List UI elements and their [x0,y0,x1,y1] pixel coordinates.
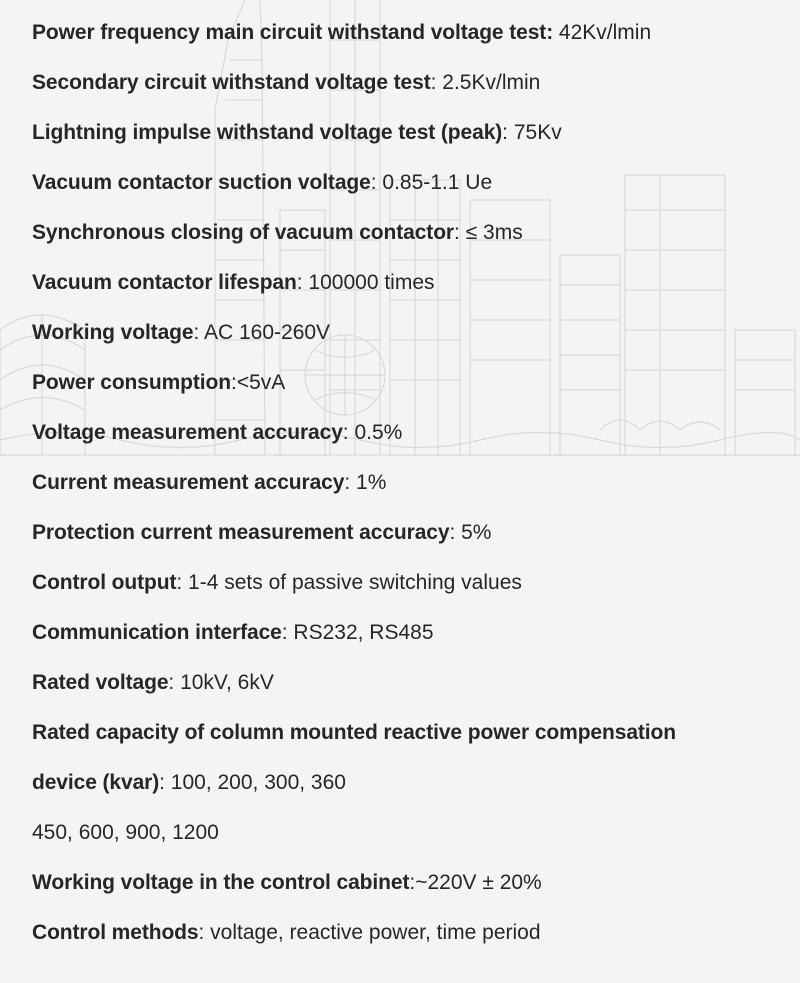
spec-value: : 2.5Kv/lmin [430,71,541,94]
spec-value: 450, 600, 900, 1200 [32,821,219,844]
spec-value: 42Kv/lmin [553,21,652,44]
spec-value: : 5% [449,521,492,544]
spec-label: Vacuum contactor lifespan [32,271,297,294]
spec-value: : voltage, reactive power, time period [198,921,541,944]
spec-value: :~220V ± 20% [409,871,542,894]
spec-label: Rated capacity of column mounted reactive power compensation [32,721,676,744]
spec-line [32,470,386,496]
spec-label: Voltage measurement accuracy [32,421,343,444]
spec-label: Secondary circuit withstand voltage test [32,71,431,94]
spec-label: Power frequency main circuit withstand voltage test: [32,21,554,44]
spec-line [32,720,676,746]
spec-value: : 100000 times [296,271,435,294]
spec-label: Working voltage [32,321,194,344]
spec-line [32,70,540,96]
spec-label: Control methods [32,921,199,944]
spec-line [32,870,542,896]
spec-value: : 0.5% [342,421,403,444]
spec-value: : ≤ 3ms [454,221,523,244]
spec-line [32,120,562,146]
spec-label: Lightning impulse withstand voltage test (peak) [32,121,503,144]
spec-line [32,320,330,346]
spec-label: Rated voltage [32,671,169,694]
spec-label: Synchronous closing of vacuum contactor [32,221,454,244]
spec-label: Current measurement accuracy [32,471,345,494]
spec-value: :<5vA [230,371,286,394]
spec-value: : 100, 200, 300, 360 [159,771,346,794]
spec-line [32,170,492,196]
spec-value: : 10kV, 6kV [168,671,274,694]
spec-label: Working voltage in the control cabinet [32,871,410,894]
spec-value: : RS232, RS485 [281,621,434,644]
spec-line [32,570,522,596]
spec-value: : 1-4 sets of passive switching values [176,571,522,594]
spec-line [32,420,402,446]
spec-label: Communication interface [32,621,282,644]
spec-label: Vacuum contactor suction voltage [32,171,371,194]
spec-value: : 0.85-1.1 Ue [370,171,493,194]
spec-line [32,370,285,396]
spec-line [32,620,434,646]
spec-label: device (kvar) [32,771,160,794]
spec-line [32,270,435,296]
spec-line [32,670,274,696]
spec-label: Protection current measurement accuracy [32,521,450,544]
spec-label: Power consumption [32,371,231,394]
spec-line [32,770,346,796]
spec-line [32,820,219,846]
spec-line [32,220,523,246]
spec-value: : 75Kv [502,121,562,144]
spec-value: : 1% [344,471,387,494]
spec-line [32,520,491,546]
spec-line [32,20,651,46]
spec-label: Control output [32,571,177,594]
spec-value: : AC 160-260V [193,321,331,344]
spec-line [32,920,541,946]
